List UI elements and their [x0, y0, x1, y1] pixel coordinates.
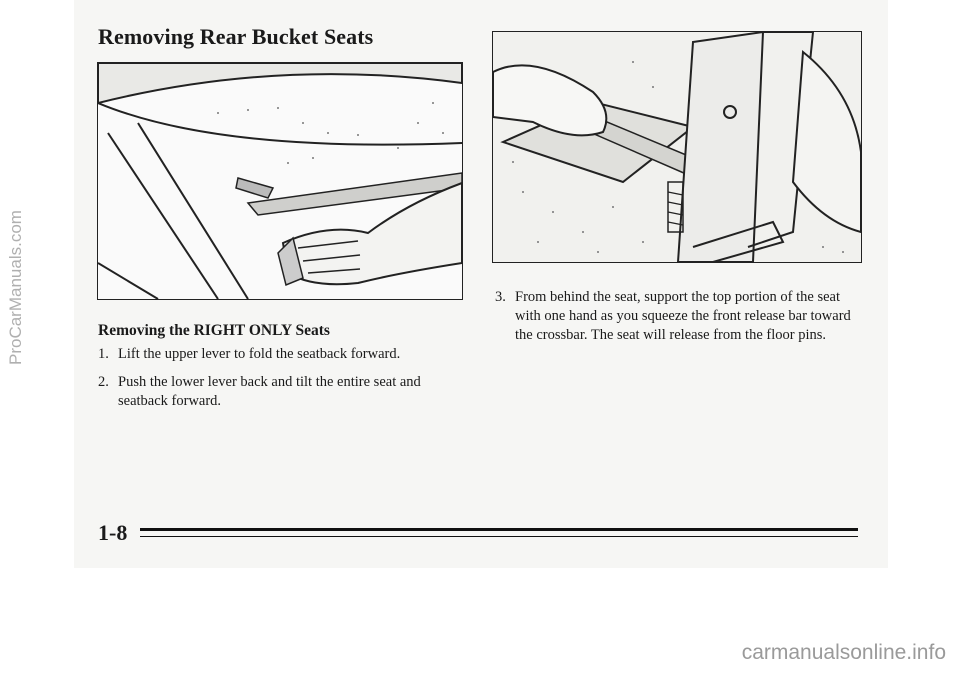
bottom-watermark: carmanualsonline.info [741, 641, 946, 664]
step-item [98, 345, 443, 364]
step-text: Push the lower lever back and tilt the entire seat and seatback forward. [118, 374, 421, 409]
step-text: From behind the seat, support the top portion of the seat with one hand as you squeeze the front release bar toward the crossbar. The seat will release from the floor pins. [515, 289, 851, 343]
step-item [98, 373, 443, 411]
side-watermark: ProCarManuals.com [6, 210, 25, 365]
seat-lever-hand-illustration [98, 63, 462, 299]
page-number: 1-8 [98, 520, 128, 545]
section-heading: Removing the RIGHT ONLY Seats [98, 322, 330, 339]
figure-seat-release [492, 31, 862, 263]
steps-list-right [495, 288, 855, 354]
seat-release-bar-illustration [493, 32, 861, 262]
step-number: 1. [98, 346, 109, 362]
step-number: 2. [98, 374, 109, 390]
footer-rule-thick [140, 528, 858, 531]
step-number: 3. [495, 289, 506, 305]
step-item [495, 288, 855, 345]
steps-list-left [98, 345, 443, 420]
page-title: Removing Rear Bucket Seats [98, 24, 374, 49]
step-text: Lift the upper lever to fold the seatback forward. [118, 346, 401, 362]
figure-seat-levers [97, 62, 463, 300]
footer-rule-thin [140, 536, 858, 537]
